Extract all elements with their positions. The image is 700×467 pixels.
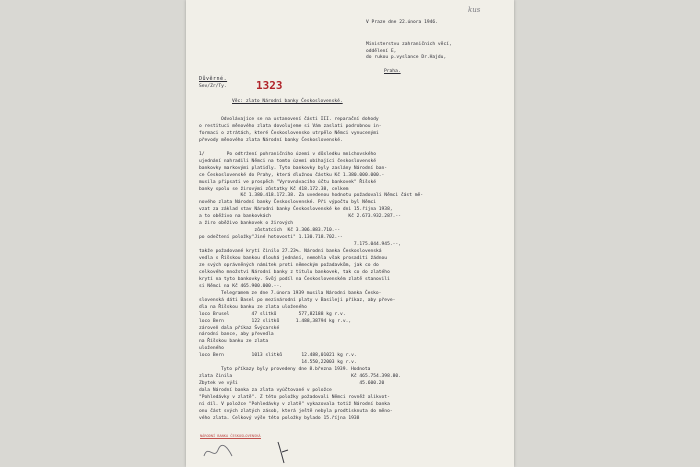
body-line: formaci o ztrátách, které Československo utrpělo Němci vynucenými [199, 130, 379, 136]
body-line: zároveň dala příkaz Švýcarské [199, 325, 280, 331]
body-line: zůstatcích Kč 3.306.883.710.-- [199, 228, 341, 234]
body-line: bankovky markovými platidly. Tyto bankovky byly zaslány Národní ban- [199, 165, 388, 171]
body-line: vedla s Říšskou bankou dlouhá jednání, nemohla však prosaditi žádnou [199, 256, 388, 261]
body-line: dla na Říšskou banku ze zlata uloženého [199, 304, 307, 310]
city: Praha. [384, 69, 401, 74]
subject-line: Věc: zlato Národní banky Československé. [232, 99, 343, 104]
pencil-mark: kus [468, 6, 481, 14]
body-line: a to oběživo na bankovkách Kč 2.673.932.287.-- [199, 214, 401, 220]
handwritten-signature [198, 438, 308, 464]
body-line: nového zlata Národní banky Československé. Při výpočtu byl Němci [199, 200, 377, 206]
body-line: banky spolu se žirovými zůstatky Kč 418.172.38, celkem [199, 186, 349, 192]
body-line: Kč 1.380.418.172.38. Za uvedenou hodnotu požadovali Němci část mě- [199, 193, 424, 199]
document-page [186, 0, 514, 467]
body-line: loco Bern 1013 slitků 12.488,01021 kg r.v. [199, 353, 357, 359]
body-line: uloženého [199, 346, 224, 352]
body-line: a žiro oběživo bankovek o žirových [199, 221, 294, 227]
body-line: dala Národní banka za zlata vyúčtované v položce [199, 388, 332, 394]
body-line: po odečtení položky"Jiné hotovosti" 1.130.718.702.-- [199, 235, 343, 241]
body-line: slovenská dáti Basel po mezinárodní platy v Basileji příkaz, aby převe- [199, 297, 396, 303]
reference-label: Sev/Zr/Ty. [199, 83, 227, 89]
body-line: loco Bern 122 slitků 1.488,38794 kg r.v., [199, 318, 352, 324]
body-line: 7.175.044.945.--, [199, 242, 401, 248]
body-line: ujednání nahradili Němci na tomto území obíhající československé [199, 158, 377, 164]
body-line: převody měnového zlata Národní banky Československé. [199, 137, 343, 143]
body-line: celkového množství Národní banky z titulu bankovek, tak co do zlatého [199, 269, 390, 275]
body-line: ní díl. V položce "Pohledávky v zlatě" vykazovala totiž Národní banka [199, 401, 390, 407]
body-line: "Pohledávky v zlatě". Z této položky požadovali Němci rovněž alikvot- [199, 395, 390, 400]
body-line: musila připsati ve prospěch "Vyrovnávacího účtu bankovek" Říšské [199, 179, 377, 185]
reference-number: 1323 [256, 79, 283, 92]
body-line: Odvolávajíce se na ustanovení části III. reparační dohody [221, 117, 379, 122]
body-line: Tyto příkazy byly provedeny dne 8.března 1939. Hodnota [221, 367, 371, 373]
body-line: vého zlata. Celkový výše této položky bylado 15.října 1938 [199, 415, 360, 421]
body-line: onu část svých zlatých zásob, která ještě nebyla prodtisknuta do měno- [199, 408, 393, 414]
body-line: vzat za základ stav Národní banky Československé ke dni 15.října 1938, [199, 207, 393, 213]
body-line: Telegramem ze dne 7.února 1939 musila Národní banka Česko- [221, 290, 382, 296]
body-line: zlata činila Kč 465.754.398.80. [199, 374, 401, 380]
date-line: V Praze dne 22.února 1946. [366, 20, 438, 25]
body-line: na Říšskou banku ze zlata [199, 339, 269, 345]
addressee-line: do rukou p.vyslance Dr.Hajdu, [366, 55, 447, 60]
body-line: ce Československé do Prahy, která dlužnou částku Kč 1.380.000.000.- [199, 172, 385, 178]
body-line: národní bance, aby převedla [199, 332, 274, 338]
body-line: Zbytek ve výši 45.600.20 [199, 381, 385, 387]
addressee-line: Ministerstvu zahraničních věcí, [366, 42, 452, 47]
classification: Důvěrné. [199, 76, 228, 82]
body-line: si Němci na Kč 465.900.000.--. [199, 283, 282, 289]
body-line: loco Brusel 47 slitků 577,82188 kg r.v. [199, 311, 346, 317]
body-line: ze svých oprávněných námitek proti německým požadavkům, jak co do [199, 262, 379, 268]
bank-stamp: NÁRODNÍ BANKA ČESKOSLOVENSKÁ [200, 434, 261, 438]
body-line: o restituci měnového zlata dovolujeme si Vám zaslati podrobnou in- [199, 123, 382, 129]
body-line: 1/ Po odtržení pohraničního území v důsledku mnichovského [199, 151, 377, 157]
body-line: krytí na tyto bankovky. Svůj podíl na Československém zlatě stanovili [199, 276, 390, 282]
body-line: 14.550,22003 kg r.v. [199, 360, 357, 366]
body-line: takže požadované krytí činilo 27.23%. Národní banka Československá [199, 249, 382, 255]
addressee-line: oddělení E, [366, 48, 397, 54]
